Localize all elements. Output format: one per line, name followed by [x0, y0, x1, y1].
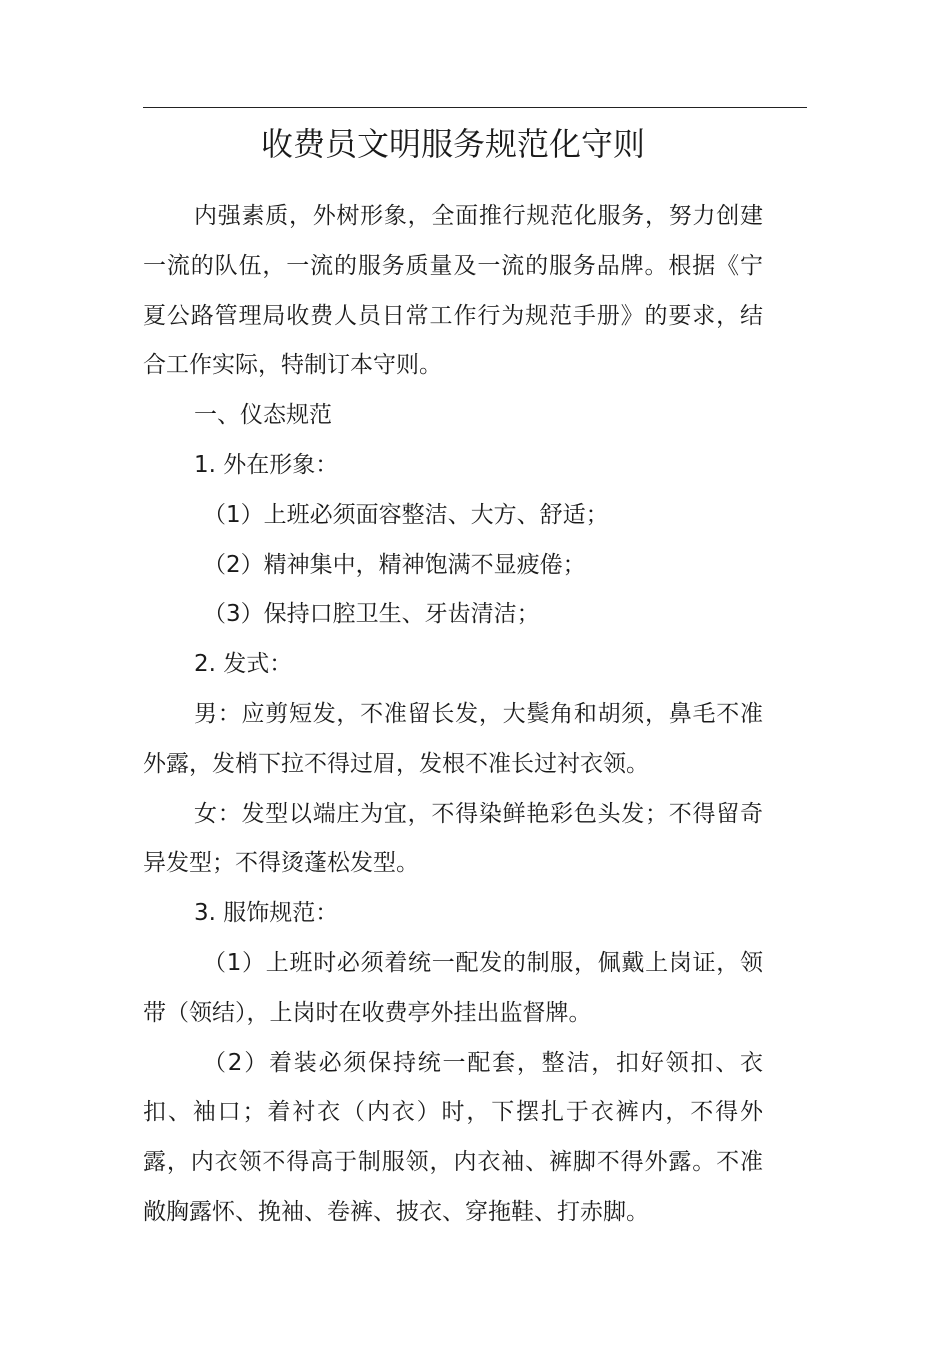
list-item: （1）上班必须面容整洁、大方、舒适； [203, 501, 609, 528]
header-rule [143, 107, 807, 108]
document-body [143, 192, 763, 1238]
subsection-heading: 2. 发式： [194, 651, 293, 678]
list-item: （2）着装必须保持统一配套，整洁，扣好领扣、衣扣、袖口；着衬衣（内衣）时，下摆扎于衣裤内，不得外露，内衣领不得高于制服领，内衣袖、裤脚不得外露。不准敞胸露怀、挽袖、卷裤、披衣、穿拖鞋、打赤脚。 [143, 1049, 763, 1225]
intro-paragraph: 内强素质，外树形象，全面推行规范化服务，努力创建一流的队伍，一流的服务质量及一流的服务品牌。根据《宁夏公路管理局收费人员日常工作行为规范手册》的要求，结合工作实际，特制订本守则。 [143, 203, 763, 379]
list-item: （2）精神集中，精神饱满不显疲倦； [203, 551, 586, 578]
body-paragraph: 男：应剪短发，不准留长发，大鬓角和胡须，鼻毛不准外露，发梢下拉不得过眉，发根不准长过衬衣领。 [143, 700, 763, 777]
list-item: （3）保持口腔卫生、牙齿清洁； [203, 601, 540, 628]
section-heading: 一、仪态规范 [194, 402, 332, 429]
body-paragraph: 女：发型以端庄为宜，不得染鲜艳彩色头发；不得留奇异发型；不得烫蓬松发型。 [143, 800, 763, 877]
subsection-heading: 1. 外在形象： [194, 451, 339, 478]
document-title: 收费员文明服务规范化守则 [260, 125, 645, 163]
list-item: （1）上班时必须着统一配发的制服，佩戴上岗证，领带（领结），上岗时在收费亭外挂出监督牌。 [143, 949, 763, 1026]
subsection-heading: 3. 服饰规范： [194, 900, 339, 927]
